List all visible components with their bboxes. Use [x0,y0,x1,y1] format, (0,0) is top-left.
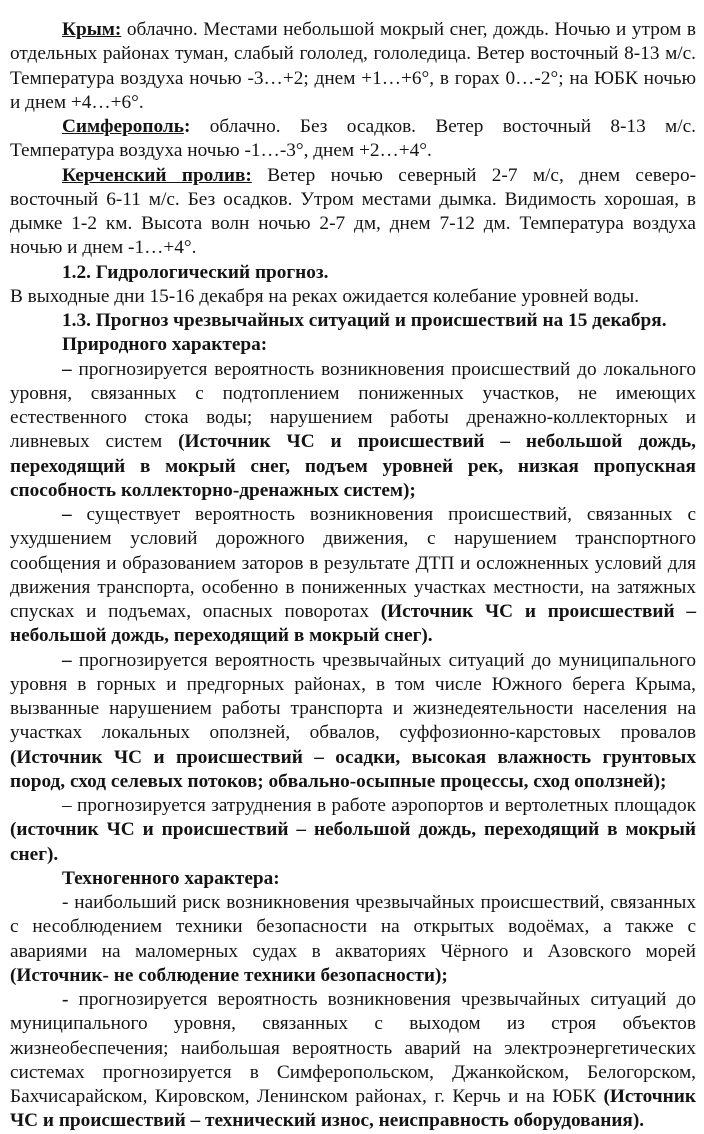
paragraph [10,261,696,285]
bold-text: – [62,504,72,525]
paragraph [10,309,696,333]
text-run: - наибольший риск возникновения чрезвычайных происшествий, связанных с несоблюдением техники безопасности на открытых водоёмах, а также с авариями на маломерных судах в акваториях Чёрного и Азовского морей [10,892,696,962]
bold-text: 1.2. Гидрологический прогноз. [62,261,329,283]
paragraph [10,891,696,988]
bold-text: (Источник- не соблюдение техники безопасности); [10,964,448,986]
section-heading: Крым: [62,19,122,40]
text-run: облачно. Без осадков. Ветер восточный 8-13 м/с. Температура воздуха ночью -1…-3°, днем +2…+4°. [10,116,696,162]
bold-text: 1.3. Прогноз чрезвычайных ситуаций и происшествий на 15 декабря. [62,310,667,331]
text-run: Ветер ночью северный 2-7 м/с, днем северо-восточный 6-11 м/с. Без осадков. Утром местами дымка. Видимость хорошая, в дымке 1-2 км. Высота волн ночью 2-7 дм, днем 7-12 дм. Температура воздуха ночью и днем -1…+4°. [10,164,697,259]
text-run: прогнозируется вероятность возникновения чрезвычайных ситуаций до муниципального уровня, связанных с выходом из строя объектов жизнеобеспечения; наибольшая вероятность аварий на электроэнергетических системах прогнозируется в Симферопольском, Джанкойском, Белогорском, Бахчисарайском, Кировском, Ленинском районах, г. Керчь и на ЮБК [10,989,696,1107]
section-heading: Симферополь [62,116,184,137]
paragraph [10,18,696,115]
paragraph [10,333,696,357]
bold-text: – [62,358,72,380]
bold-text: (Источник ЧС и происшествий – небольшой дождь, переходящий в мокрый снег). [10,601,696,647]
paragraph [10,358,696,504]
paragraph [10,164,696,261]
bold-text: (Источник ЧС и происшествий – осадки, высокая влажность грунтовых пород, сход селевых потоков; обвально-осыпные процессы, сход оползней); [10,746,696,792]
text-run: существует вероятность возникновения происшествий, связанных с ухудшением условий дорожного движения, с нарушением транспортного сообщения и образованием заторов в результате ДТП и осложненных условий для движения транспорта, особенно в пониженных участках местности, на затяжных спусках и подъемах, опасных поворотах [10,504,696,622]
bold-text: Природного характера: [62,334,268,356]
text-run: В выходные дни 15-16 декабря на реках ожидается колебание уровней воды. [10,285,640,307]
bold-text: - [62,989,69,1010]
bold-text: (Источник ЧС и происшествий – технический износ, неисправность оборудования). [10,1086,696,1132]
bold-text: – [62,649,72,671]
paragraph [10,988,696,1134]
document-page [10,18,696,1134]
paragraph [10,115,696,164]
paragraph [10,867,696,891]
bold-text: (источник ЧС и происшествий – небольшой дождь, переходящий в мокрый снег). [10,819,696,865]
paragraph [10,503,696,649]
paragraph [10,285,696,309]
text-run: облачно. Местами небольшой мокрый снег, дождь. Ночью и утром в отдельных районах туман, слабый гололед, гололедица. Ветер восточный 8-13 м/с. Температура воздуха ночью -3…+2; днем +1…+6°, в горах 0…-2°; на ЮБК ночью и днем +4…+6°. [10,19,696,113]
bold-text: (Источник ЧС и происшествий – небольшой дождь, переходящий в мокрый снег, подъем уровней рек, низкая пропускная способность коллекторно-дренажных систем); [10,431,696,501]
bold-text: : [183,116,191,137]
text-run: – прогнозируется затруднения в работе аэропортов и вертолетных площадок [62,795,696,816]
text-run: прогнозируется вероятность возникновения происшествий до локального уровня, связанных с подтоплением пониженных участков, не имеющих естественного стока воды; нарушением работы дренажно-коллекторных и ливневых систем [10,358,696,453]
paragraph [10,794,696,867]
paragraph [10,649,696,795]
bold-text: Техногенного характера: [62,867,280,889]
section-heading: Керченский пролив: [62,164,252,186]
text-run: прогнозируется вероятность чрезвычайных ситуаций до муниципального уровня в горных и предгорных районах, в том числе Южного берега Крыма, вызванные нарушением работы транспорта и жизнедеятельности населения на участках локальных оползней, обвалов, суффозионно-карстовых провалов [10,649,696,744]
